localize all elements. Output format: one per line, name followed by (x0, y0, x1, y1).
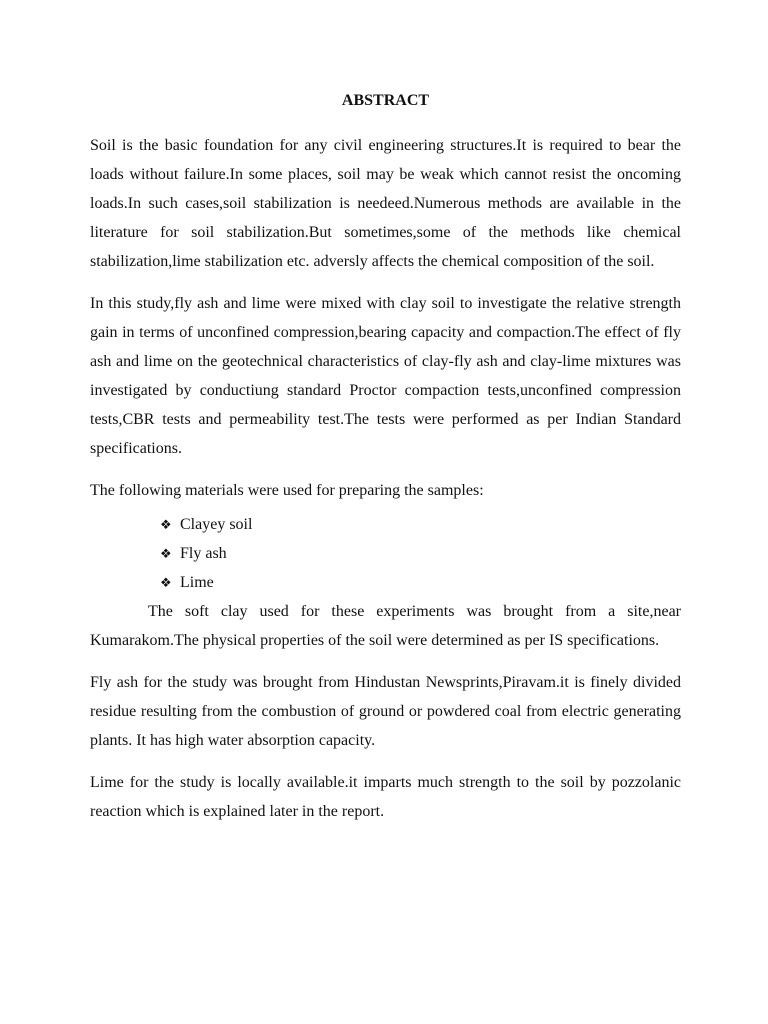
list-item (160, 510, 681, 539)
diamond-bullet-icon: ❖ (160, 546, 172, 561)
diamond-bullet-icon: ❖ (160, 517, 172, 532)
paragraph-soft-clay: The soft clay used for these experiments was brought from a site,near Kumarakom.The physical properties of the soil were determined as per IS specifications. (90, 603, 681, 649)
list-item-label: Fly ash (180, 545, 227, 562)
paragraph-lime: Lime for the study is locally available.it imparts much strength to the soil by pozzolanic reaction which is explained later in the report. (90, 774, 681, 820)
list-item-label: Clayey soil (180, 516, 253, 533)
list-item-label: Lime (180, 574, 214, 591)
page-title: ABSTRACT (341, 92, 430, 109)
paragraph-fly-ash: Fly ash for the study was brought from Hindustan Newsprints,Piravam.it is finely divided residue resulting from the combustion of ground or powdered coal from electric generating plants. It has high water absorption capacity. (90, 674, 681, 749)
paragraph-intro: Soil is the basic foundation for any civil engineering structures.It is required to bear the loads without failure.In some places, soil may be weak which cannot resist the oncoming loads.In such cases,soil stabilization is needeed.Numerous methods are available in the literature for soil stabilization.But sometimes,some of the methods like chemical stabilization,lime stabilization etc. adversly affects the chemical composition of the soil. (90, 137, 681, 270)
diamond-bullet-icon: ❖ (160, 575, 172, 590)
paragraph-materials-lead: The following materials were used for preparing the samples: (90, 482, 484, 499)
list-item (160, 568, 681, 597)
list-item (160, 539, 681, 568)
materials-list (90, 510, 681, 597)
paragraph-study: In this study,fly ash and lime were mixed with clay soil to investigate the relative strength gain in terms of unconfined compression,bearing capacity and compaction.The effect of fly ash and lime on the geotechnical characteristics of clay-fly ash and clay-lime mixtures was investigated by conductiung standard Proctor compaction tests,unconfined compression tests,CBR tests and permeability test.The tests were performed as per Indian Standard specifications. (90, 295, 681, 457)
